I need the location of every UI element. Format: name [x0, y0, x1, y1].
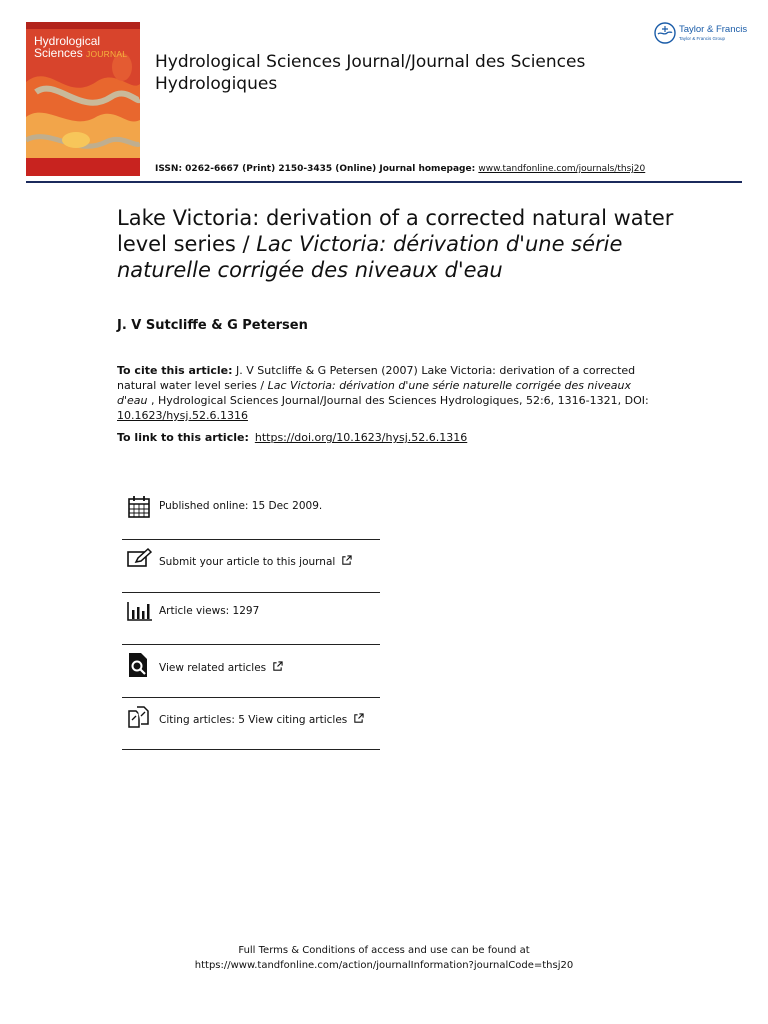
submit-article-label[interactable]: Submit your article to this journal	[159, 556, 336, 568]
info-divider	[122, 644, 380, 645]
citing-articles-icon	[126, 705, 152, 731]
citation-doi-link[interactable]: 10.1623/hysj.52.6.1316	[117, 409, 248, 422]
search-document-icon	[126, 652, 152, 678]
terms-footer-line1: Full Terms & Conditions of access and use can be found at	[238, 945, 530, 956]
journal-name: Hydrological Sciences Journal/Journal des Sciences Hydrologiques	[155, 52, 586, 94]
journal-homepage-link[interactable]: www.tandfonline.com/journals/thsj20	[478, 164, 646, 174]
issn-text: ISSN: 0262-6667 (Print) 2150-3435 (Online) Journal homepage:	[155, 164, 479, 174]
article-doi-link[interactable]: https://doi.org/10.1623/hysj.52.6.1316	[254, 431, 468, 444]
citation-block	[117, 363, 657, 423]
bar-chart-icon	[126, 599, 152, 625]
calendar-icon	[126, 494, 152, 520]
cover-title	[34, 35, 127, 60]
submit-article-text[interactable]	[159, 555, 352, 568]
article-link-line	[117, 431, 467, 444]
cover-title-accent: JOURNAL	[86, 49, 128, 59]
citation-french-title: Lac Victoria: dérivation d'une série naturelle corrigée des niveaux d'eau	[117, 379, 631, 407]
article-link-label: To link to this article:	[117, 431, 249, 444]
article-title-french: Lac Victoria: dérivation d'une série naturelle corrigée des niveaux d'eau	[117, 232, 623, 282]
published-online-text: Published online: 15 Dec 2009.	[159, 500, 323, 512]
issn-line	[155, 164, 645, 174]
taylor-francis-logo-icon	[654, 22, 676, 44]
citing-articles-text[interactable]	[159, 713, 364, 726]
edit-icon	[126, 547, 152, 573]
info-divider	[122, 539, 380, 540]
info-divider	[122, 592, 380, 593]
cover-title-line1: Hydrological	[34, 34, 101, 48]
external-link-icon	[353, 713, 364, 724]
related-articles-text[interactable]	[159, 661, 283, 674]
info-divider	[122, 697, 380, 698]
cover-top-strip	[26, 22, 140, 29]
terms-footer-url[interactable]: https://www.tandfonline.com/action/journalInformation?journalCode=thsj20	[194, 960, 574, 971]
article-title-english: Lake Victoria: derivation of a corrected natural water level series /	[117, 206, 674, 256]
related-articles-label[interactable]: View related articles	[159, 662, 267, 674]
publisher-logo[interactable]	[654, 22, 748, 48]
external-link-icon	[341, 555, 352, 566]
cover-title-line2: Sciences	[34, 46, 83, 60]
publisher-subname: Taylor & Francis Group	[679, 36, 726, 41]
publisher-name: Taylor & Francis	[679, 24, 748, 35]
info-divider	[122, 749, 380, 750]
header-divider	[26, 181, 742, 183]
cover-bottom-bar	[26, 158, 140, 176]
citation-text-part1: J. V Sutcliffe & G Petersen (2007) Lake Victoria: derivation of a corrected natural water level series /	[117, 364, 636, 392]
citing-articles-label[interactable]: Citing articles: 5 View citing articles	[159, 714, 348, 726]
article-authors: J. V Sutcliffe & G Petersen	[117, 318, 308, 333]
article-views-text: Article views: 1297	[159, 605, 260, 617]
article-title	[117, 205, 677, 283]
terms-footer	[0, 943, 768, 973]
external-link-icon	[272, 661, 283, 672]
citation-text-part2: , Hydrological Sciences Journal/Journal des Sciences Hydrologiques, 52:6, 1316-1321, DOI:	[147, 394, 649, 407]
citation-label: To cite this article:	[117, 364, 233, 377]
journal-cover	[26, 22, 140, 176]
